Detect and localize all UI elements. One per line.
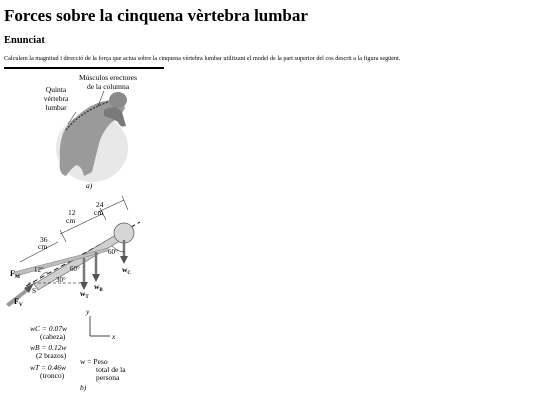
legend-wb-line-2: (2 brazos) <box>36 351 67 360</box>
dim-24-value: 24 <box>96 200 104 209</box>
angle-60-right-label: 60° <box>108 248 118 256</box>
label-vertebra-line-1: Quinta <box>45 85 67 94</box>
dim-36-value: 36 <box>40 235 48 244</box>
page-title: Forces sobre la cinquena vèrtebra lumbar <box>4 6 308 25</box>
legend-w-line-3: persona <box>96 373 120 382</box>
legend-wt-line-2: (tronco) <box>40 371 65 380</box>
legend-wc-line-1: wC = 0.07w <box>30 324 67 333</box>
axis-x-label: x <box>112 332 116 341</box>
problem-statement: Calculem la magnitud i direcció de la força que actua sobre la cinquena vèrtebra lumbar utilitzant el model de la part superior del cos descrit a la figura següent. <box>4 55 401 62</box>
legend-wt-line-1: wT = 0.46w <box>30 363 66 372</box>
legend-w-line-1: w = Peso <box>80 357 108 366</box>
figure-a-photo <box>56 91 128 182</box>
legend-wb-line-1: wB = 0.12w <box>30 343 67 352</box>
label-vertebra-line-3: lumbar <box>45 103 67 112</box>
caption-b: b) <box>80 383 87 392</box>
angle-30-label: 30° <box>56 276 66 284</box>
angle-60-left-label: 60° <box>70 265 80 273</box>
section-heading: Enunciat <box>4 35 45 46</box>
axis-y-label: y <box>86 307 90 316</box>
dim-12-unit: cm <box>66 216 76 225</box>
weight-wc-label: $w_C$ <box>122 265 132 276</box>
label-muscles-line-2: de la columna <box>86 82 130 91</box>
legend-w-line-2: total de la <box>96 365 126 374</box>
dim-24-unit: cm <box>94 208 104 217</box>
force-fv-label: $F_V$ <box>14 297 23 308</box>
caption-a: a) <box>86 181 93 190</box>
angle-12-label: 12° <box>34 266 44 274</box>
point-s-label: S <box>32 286 37 295</box>
label-muscles-line-1: Músculos erectores <box>78 73 138 82</box>
weight-wt-label: $w_T$ <box>80 289 89 300</box>
dim-12-value: 12 <box>68 208 76 217</box>
force-fm-label: $F_M$ <box>10 269 21 280</box>
label-vertebra-line-2: vértebra <box>43 94 69 103</box>
dim-36-unit: cm <box>38 242 48 251</box>
legend-wc-line-2: (cabeza) <box>40 332 66 341</box>
weight-wb-label: $w_B$ <box>94 282 103 293</box>
